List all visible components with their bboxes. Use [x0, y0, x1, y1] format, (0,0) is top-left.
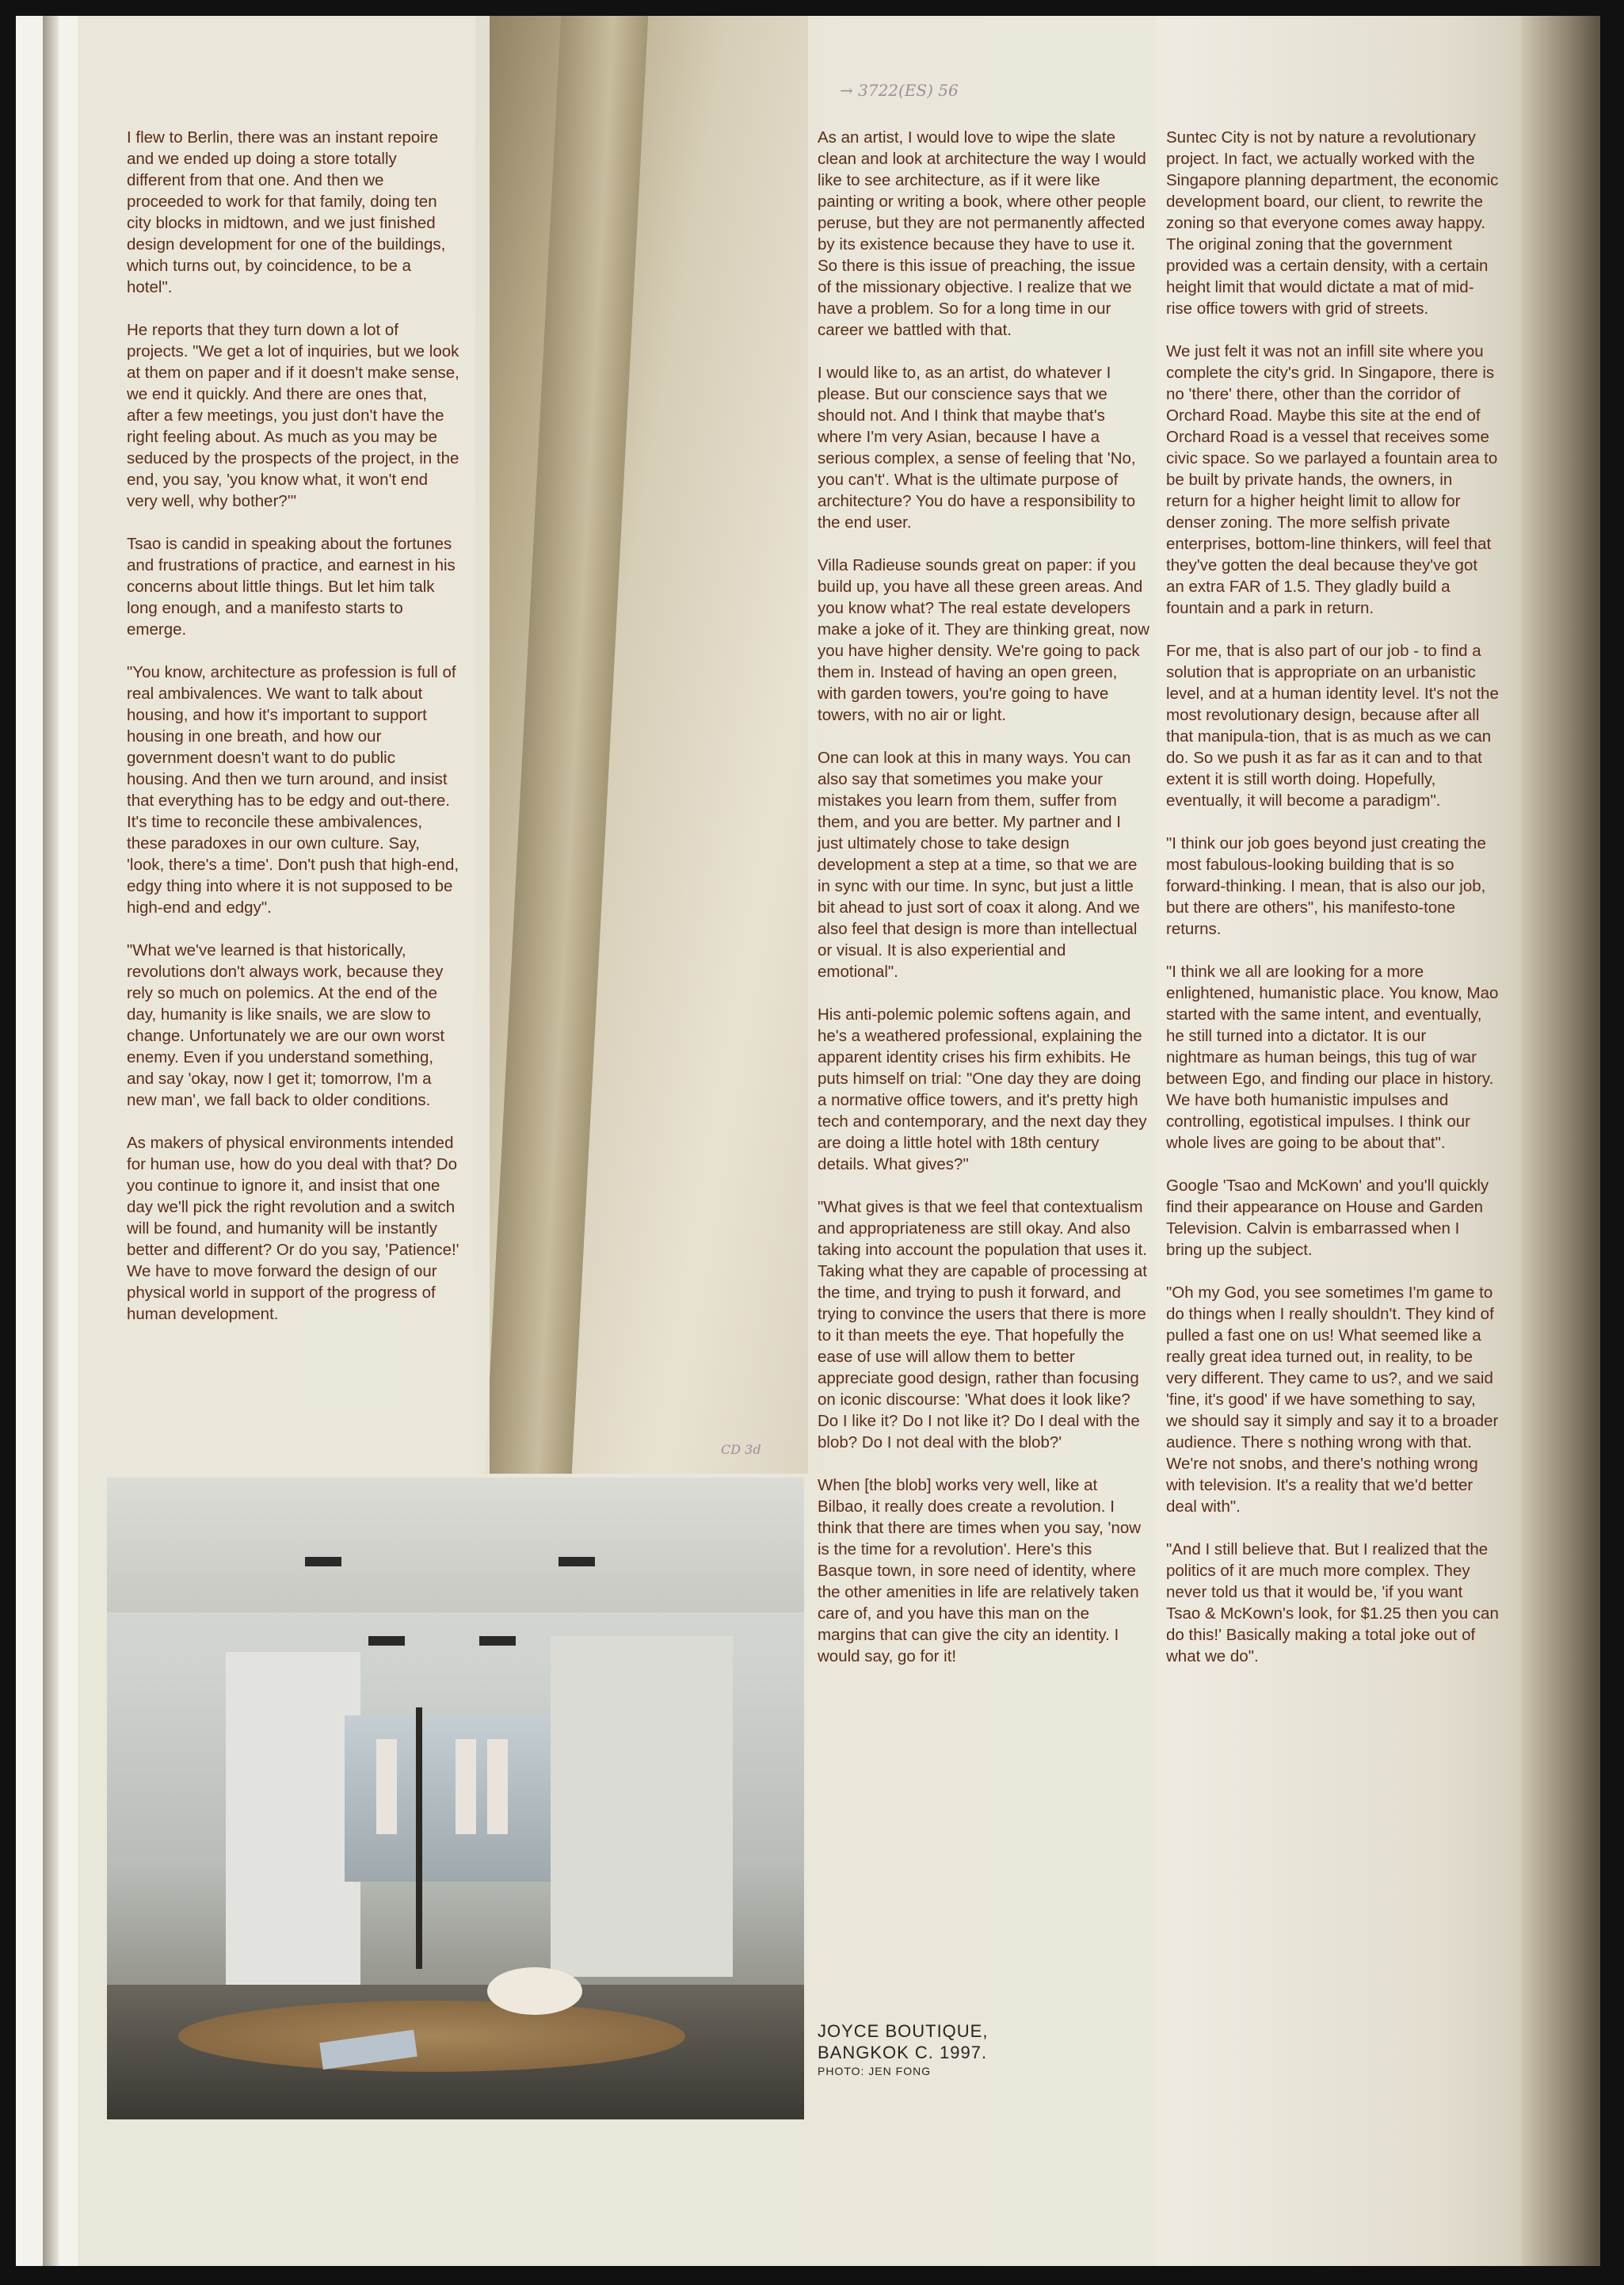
photo-credit: PHOTO: JEN FONG — [818, 2065, 932, 2077]
coat-stand — [416, 1707, 422, 1969]
garment — [487, 1739, 508, 1834]
paragraph: I flew to Berlin, there was an instant repoire and we ended up doing a store totally different from that one. And then we proceeded to work for that family, doing ten city blocks in midtown, and we just finished design development for one of the buildings, which turns out, by coincidence, to be a hotel". — [127, 128, 446, 296]
paragraph: Suntec City is not by nature a revolutionary project. In fact, we actually worked with the Singapore planning department, the economic development board, our client, to rewrite the zoning so that everyone comes away happy. The original zoning that the government provided was a certain density, with a certain height limit that would dictate a mat of mid-rise office towers with grid of streets. — [1166, 128, 1499, 318]
background-photo-edge — [1521, 16, 1600, 2266]
photo-ceiling — [107, 1478, 804, 1612]
hat-on-table — [487, 1967, 582, 2015]
paragraph: As makers of physical environments intended for human use, how do you deal with that? Do you continue to ignore it, and insist that one day we'll pick the right revolution and a switch will be found, and humanity will be instantly better and different? Or do you say, 'Patience!' We have to move forward the design of our physical world in support of the progress of human development. — [127, 1134, 459, 1323]
garment — [456, 1739, 476, 1834]
paragraph: Tsao is candid in speaking about the fortunes and frustrations of practice, and earnest in his concerns about little things. But let him talk long enough, and a manifesto starts to emerge. — [127, 535, 456, 639]
paragraph: His anti-polemic polemic softens again, and he's a weathered professional, explaining the apparent identity crises his firm exhibits. He puts himself on trial: "One day they are doing a normative office towers, and it's pretty high tech and contemporary, and the next day they are doing a little hotel with 18th century details. What gives?" — [818, 1005, 1147, 1173]
paragraph: We just felt it was not an infill site where you complete the city's grid. In Singapore, there is no 'there' there, other than the corridor of Orchard Road. Maybe this site at the end of Orchard Road is a vessel that receives some civic space. So we parlayed a fountain area to be built by private hands, the owners, in return for a higher height limit to allow for denser zoning. The more selfish private enterprises, bottom-line thinkers, will feel that they've gotten the deal because they've got an extra FAR of 1.5. They gladly build a fountain and a park in return. — [1166, 342, 1498, 617]
paragraph: Villa Radieuse sounds great on paper: if you build up, you have all these green areas. And you know what? The real estate developers make a joke of it. They are thinking great, now you have higher density. We're going to pack them in. Instead of having an open green, with garden towers, you're going to have towers, with no air or light. — [818, 556, 1149, 724]
article-column-1 — [127, 127, 459, 1346]
article-column-3 — [1166, 127, 1499, 1688]
handwritten-photo-note: CD 3d — [721, 1442, 761, 1457]
paragraph: "I think we all are looking for a more enlightened, humanistic place. You know, Mao started with the same intent, and eventually, he still turned into a dictator. It is our nightmare as human beings, this tug of war between Ego, and finding our place in history. We have both humanistic impulses and controlling, egotistical impulses. I think our whole lives are going to be about that". — [1166, 963, 1499, 1152]
paragraph: For me, that is also part of our job - to find a solution that is appropriate on an urbanistic level, and at a human identity level. It's not the most revolutionary design, because after all that manipula-tion, that is as much as we can do. So we push it as far as it can and to that extent it is still worth doing. Hopefully, eventually, it will become a paradigm". — [1166, 642, 1499, 810]
paragraph: "And I still believe that. But I realized that the politics of it are much more complex. They never told us that it would be, 'if you want Tsao & McKown's look, for $1.25 then you can do this!' Basically making a total joke out of what we do". — [1166, 1540, 1499, 1665]
paragraph: "What gives is that we feel that contextualism and appropriateness are still okay. And also taking into account the population that uses it. Taking what they are capable of processing at the time, and trying to push it forward, and trying to convince the users that there is more to it than meets the eye. That hopefully the ease of use will allow them to better appreciate good design, rather than focusing on iconic discourse: 'What does it look like? Do I like it? Do I not like it? Do I deal with the blob? Do I not deal with the blob?' — [818, 1198, 1147, 1451]
paragraph: "You know, architecture as profession is full of real ambivalences. We want to talk about housing, and how it's important to support housing in one breath, and how our government doesn't want to do public housing. And then we turn around, and insist that everything has to be edgy and out-there. It's time to reconcile these ambivalences, these paradoxes in our own culture. Say, 'look, there's a time'. Don't push that high-end, edgy thing into where it is not supposed to be high-end and edgy". — [127, 663, 459, 917]
ceiling-light — [305, 1557, 341, 1566]
paragraph: When [the blob] works very well, like at Bilbao, it really does create a revolution. I think that there are times when you say, 'now is the time for a revolution'. Here's this Basque town, in sore need of identity, where the other amenities in life are relatively taken care of, and you have this man on the margins that can give the city an identity. I would say, go for it! — [818, 1476, 1142, 1665]
ceiling-light — [368, 1636, 405, 1646]
boutique-photo — [107, 1478, 804, 2119]
handwritten-page-ref: → 3722(ES) 56 — [840, 81, 959, 100]
photo-caption — [818, 2020, 988, 2063]
caption-line-1: JOYCE BOUTIQUE, — [818, 2021, 989, 2041]
paragraph: I would like to, as an artist, do whatever I please. But our conscience says that we should not. And I think that maybe that's where I'm very Asian, because I have a serious complex, a sense of feeling that 'No, you can't'. What is the ultimate purpose of architecture? You do have a responsibility to the end user. — [818, 364, 1136, 532]
binding-shadow — [43, 16, 59, 2266]
paragraph: Google 'Tsao and McKown' and you'll quickly find their appearance on House and Garden Television. Calvin is embarrassed when I bring up the subject. — [1166, 1177, 1489, 1259]
paragraph: "What we've learned is that historically, revolutions don't always work, because they rely so much on polemics. At the end of the day, humanity is like snails, we are slow to change. Unfortunately we are our own worst enemy. Even if you understand something, and say 'okay, now I get it; tomorrow, I'm a new man', we fall back to older conditions. — [127, 941, 445, 1109]
clothing-rack — [345, 1715, 551, 1882]
paragraph: "Oh my God, you see sometimes I'm game to do things when I really shouldn't. They kind of pulled a fast one on us! What seemed like a really great idea turned out, in reality, to be very different. They came to us?, and we said 'fine, it's good' if we have something to say, we should say it simply and say it to a broader audience. There s nothing wrong with that. We're not snobs, and there's nothing wrong with television. It's a reality that we'd better deal with". — [1166, 1284, 1499, 1516]
paragraph: "I think our job goes beyond just creating the most fabulous-looking building that is so forward-thinking. I mean, that is also our job, but there are others", his manifesto-tone returns. — [1166, 834, 1486, 938]
paragraph: One can look at this in many ways. You can also say that sometimes you make your mistakes you learn from them, suffer from them, and you are better. My partner and I just ultimately chose to take design development a step at a time, so that we are in sync with our time. In sync, but just a little bit ahead to just sort of coax it along. And we also feel that design is more than intellectual or visual. It is also experiential and emotional". — [818, 749, 1140, 981]
article-column-2 — [818, 127, 1150, 1688]
magazine-page — [16, 16, 1600, 2266]
paragraph: As an artist, I would love to wipe the slate clean and look at architecture the way I would like to see architecture, as if it were like painting or writing a book, where other people peruse, but they are not permanently affected by its existence because they have to use it. So there is this issue of preaching, the issue of the missionary objective. I realize that we have a problem. So for a long time in our career we battled with that. — [818, 128, 1146, 339]
paragraph: He reports that they turn down a lot of projects. "We get a lot of inquiries, but we look at them on paper and if it doesn't make sense, we end it quickly. And there are ones that, after a few meetings, you just don't have the right feeling about. As much as you may be seduced by the prospects of the project, in the end, you say, 'you know what, it won't end very well, why bother?'" — [127, 321, 459, 510]
display-wall-right — [551, 1636, 733, 1977]
display-wall-left — [226, 1652, 360, 1985]
ceiling-light — [558, 1557, 595, 1566]
caption-line-2: BANGKOK C. 1997. — [818, 2043, 988, 2062]
round-table — [178, 2001, 685, 2072]
garment — [376, 1739, 397, 1834]
ceiling-light — [479, 1636, 516, 1646]
